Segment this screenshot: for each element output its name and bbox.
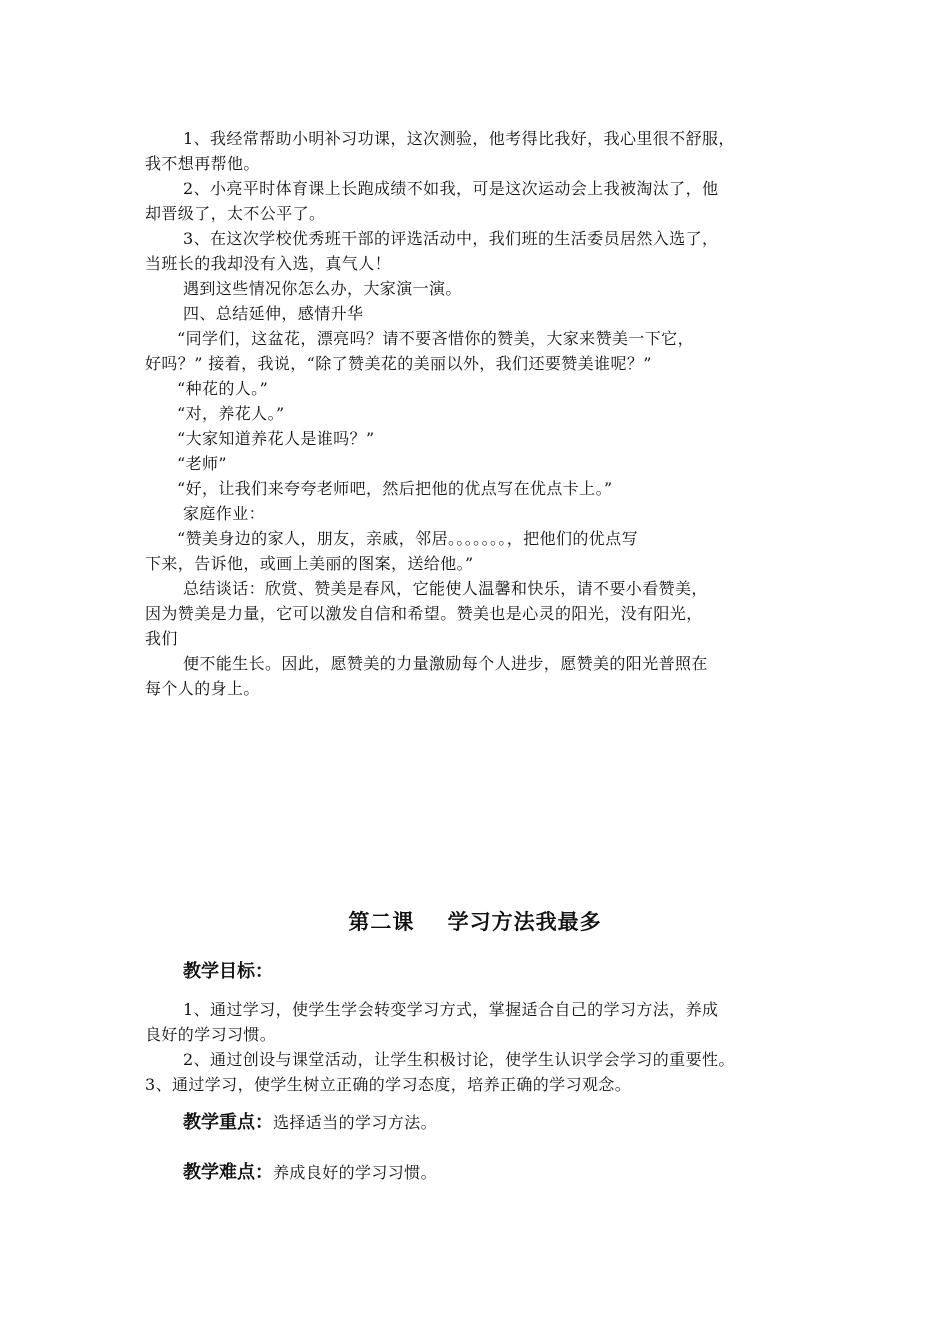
paragraph-line: 我们 (145, 629, 178, 648)
paragraph-line: 好吗？” 接着，我说，“除了赞美花的美丽以外，我们还要赞美谁呢？” (145, 354, 652, 373)
key-point (183, 1110, 437, 1136)
key-point-label: 教学重点： (183, 1112, 273, 1133)
dialogue-line: “大家知道养花人是谁吗？” (177, 429, 375, 448)
paragraph-line: 当班长的我却没有入选，真气人！ (145, 254, 392, 273)
paragraph-line: 我不想再帮他。 (145, 154, 260, 173)
objective-line: 1、通过学习，使学生学会转变学习方式，掌握适合自己的学习方法，养成 (183, 1000, 719, 1019)
difficulty-value: 养成良好的学习习惯。 (273, 1163, 438, 1182)
paragraph-line: 下来，告诉他，或画上美丽的图案，送给他。” (145, 554, 474, 573)
objectives-heading: 教学目标： (183, 961, 273, 982)
key-point-value: 选择适当的学习方法。 (273, 1113, 438, 1132)
objective-line: 2、通过创设与课堂活动，让学生积极讨论，使学生认识学会学习的重要性。 (183, 1050, 735, 1069)
difficulty-label: 教学难点： (183, 1162, 273, 1183)
section-heading-line: 四、总结延伸，感情升华 (183, 304, 364, 323)
paragraph-line: “同学们，这盆花，漂亮吗？请不要吝惜你的赞美，大家来赞美一下它， (177, 329, 694, 348)
paragraph-line: 每个人的身上。 (145, 679, 260, 698)
paragraph-line: “赞美身边的家人，朋友，亲戚，邻居。。。。。。。，把他们的优点写 (177, 529, 638, 548)
dialogue-line: “好，让我们来夸夸老师吧，然后把他的优点写在优点卡上。” (177, 479, 613, 498)
dialogue-line: “老师” (177, 454, 227, 473)
paragraph-line: 因为赞美是力量，它可以激发自信和希望。赞美也是心灵的阳光，没有阳光， (145, 604, 703, 623)
paragraph-line: 家庭作业： (183, 504, 266, 523)
objective-line: 良好的学习习惯。 (145, 1025, 277, 1044)
paragraph-line: 却晋级了，太不公平了。 (145, 204, 326, 223)
lesson-title: 第二课 学习方法我最多 (348, 910, 602, 934)
difficulty-point (183, 1160, 437, 1186)
paragraph-line: 便不能生长。因此，愿赞美的力量激励每个人进步，愿赞美的阳光普照在 (183, 654, 708, 673)
paragraph-line: 1、我经常帮助小明补习功课，这次测验，他考得比我好，我心里很不舒服， (183, 129, 735, 148)
paragraph-line: 3、在这次学校优秀班干部的评选活动中，我们班的生活委员居然入选了， (183, 229, 719, 248)
paragraph-line: 遇到这些情况你怎么办，大家演一演。 (183, 279, 462, 298)
objective-line: 3、通过学习，使学生树立正确的学习态度，培养正确的学习观念。 (145, 1075, 632, 1094)
paragraph-line: 总结谈话：欣赏、赞美是春风，它能使人温馨和快乐，请不要小看赞美， (183, 579, 708, 598)
dialogue-line: “种花的人。” (177, 379, 269, 398)
dialogue-line: “对，养花人。” (177, 404, 285, 423)
paragraph-line: 2、小亮平时体育课上长跑成绩不如我，可是这次运动会上我被淘汰了，他 (183, 179, 719, 198)
